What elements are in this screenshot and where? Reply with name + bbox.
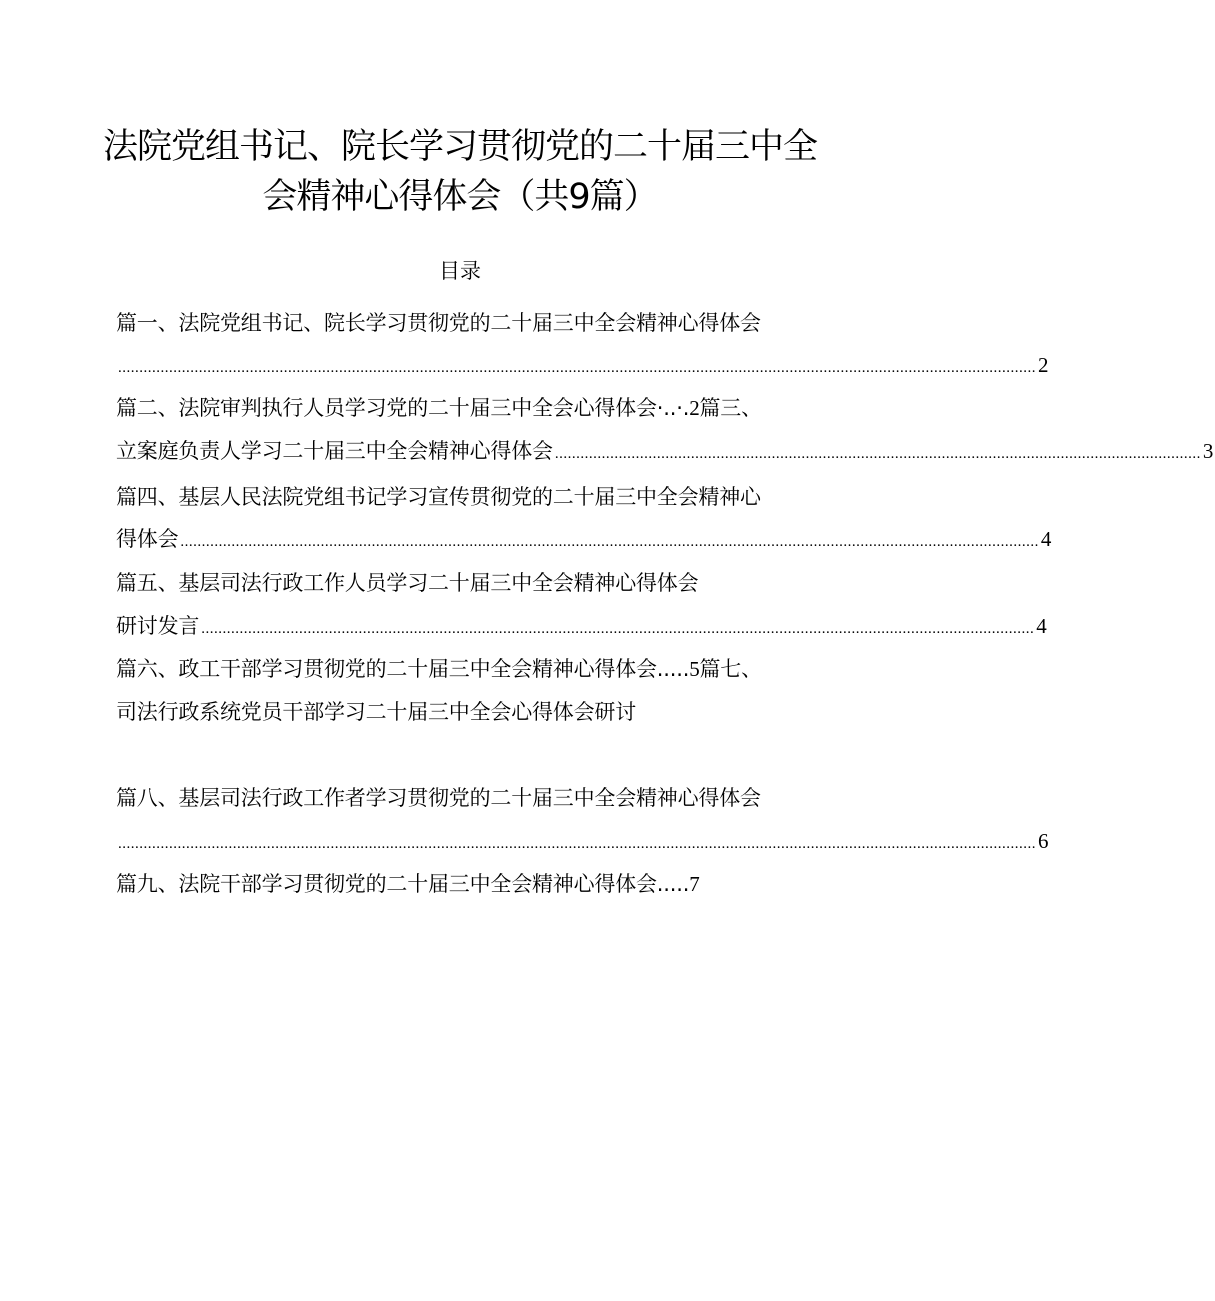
toc-entry-3[interactable] <box>116 433 1214 469</box>
toc-entry-text: 篇八、基层司法行政工作者学习贯彻党的二十届三中全会精神心得体会 <box>116 786 761 810</box>
page-number: 4 <box>1036 614 1047 638</box>
page-number: 2 <box>1038 353 1049 377</box>
toc-entry-4-leader[interactable] <box>116 521 1052 557</box>
title-line-2: 会精神心得体会（共9篇） <box>262 177 658 217</box>
toc-entry-text: 立案庭负责人学习二十届三中全会精神心得体会 <box>116 439 553 463</box>
toc-entry-text: 篇七、 <box>699 657 762 681</box>
page-number: 2 <box>689 396 700 420</box>
dot-leader: ........................................................................................................................................................................................................................ <box>118 360 1036 376</box>
toc-entry-5-title[interactable] <box>116 565 828 601</box>
toc-entry-text: 司法行政系统党员干部学习二十届三中全会心得体会研讨 <box>116 700 636 724</box>
table-of-contents <box>116 0 1214 1301</box>
toc-entry-4-title[interactable] <box>116 479 828 515</box>
title-line-1: 法院党组书记、院长学习贯彻党的二十届三中全 <box>102 127 817 167</box>
toc-entry-7[interactable] <box>116 694 828 730</box>
toc-entry-text: 篇四、基层人民法院党组书记学习宣传贯彻党的二十届三中全会精神心 <box>116 485 761 509</box>
page-number: 4 <box>1040 527 1052 551</box>
toc-entry-1-leader[interactable] <box>116 347 1049 383</box>
page-number: 6 <box>1038 829 1049 853</box>
toc-entry-8-leader[interactable] <box>116 823 1049 859</box>
toc-entry-text: 篇六、政工干部学习贯彻党的二十届三中全会精神心得体会..... <box>116 657 690 681</box>
toc-entry-text: 篇五、基层司法行政工作人员学习二十届三中全会精神心得体会 <box>116 571 699 595</box>
dot-leader: .................................................................................................................................................................................................... <box>201 621 1035 637</box>
toc-entry-text: 篇一、法院党组书记、院长学习贯彻党的二十届三中全会精神心得体会 <box>116 311 761 335</box>
toc-entry-1-title[interactable] <box>116 305 828 341</box>
toc-entry-text: 得体会 <box>116 527 179 551</box>
dot-leader: .......................................................................................................................................................................................................... <box>180 534 1039 550</box>
toc-entry-8-title[interactable] <box>116 780 828 816</box>
dot-leader: ........................................................................................................................................................ <box>554 446 1201 462</box>
toc-entry-text: 篇三、 <box>699 396 762 420</box>
toc-entry-text: 研讨发言 <box>116 614 200 638</box>
dot-leader: ........................................................................................................................................................................................................................ <box>118 836 1036 852</box>
toc-entry-text: 篇二、法院审判执行人员学习党的二十届三中全会心得体会·..·. <box>116 396 690 420</box>
toc-entry-9[interactable] <box>116 866 828 902</box>
page-number: 7 <box>689 872 700 896</box>
toc-entry-6[interactable] <box>116 651 828 687</box>
toc-entry-text: 篇九、法院干部学习贯彻党的二十届三中全会精神心得体会..... <box>116 872 690 896</box>
toc-heading: 目录 <box>439 259 481 283</box>
page-number: 3 <box>1202 439 1214 463</box>
toc-entry-2[interactable] <box>116 390 828 426</box>
toc-entry-5-leader[interactable] <box>116 608 1047 644</box>
page-number: 5 <box>689 657 700 681</box>
